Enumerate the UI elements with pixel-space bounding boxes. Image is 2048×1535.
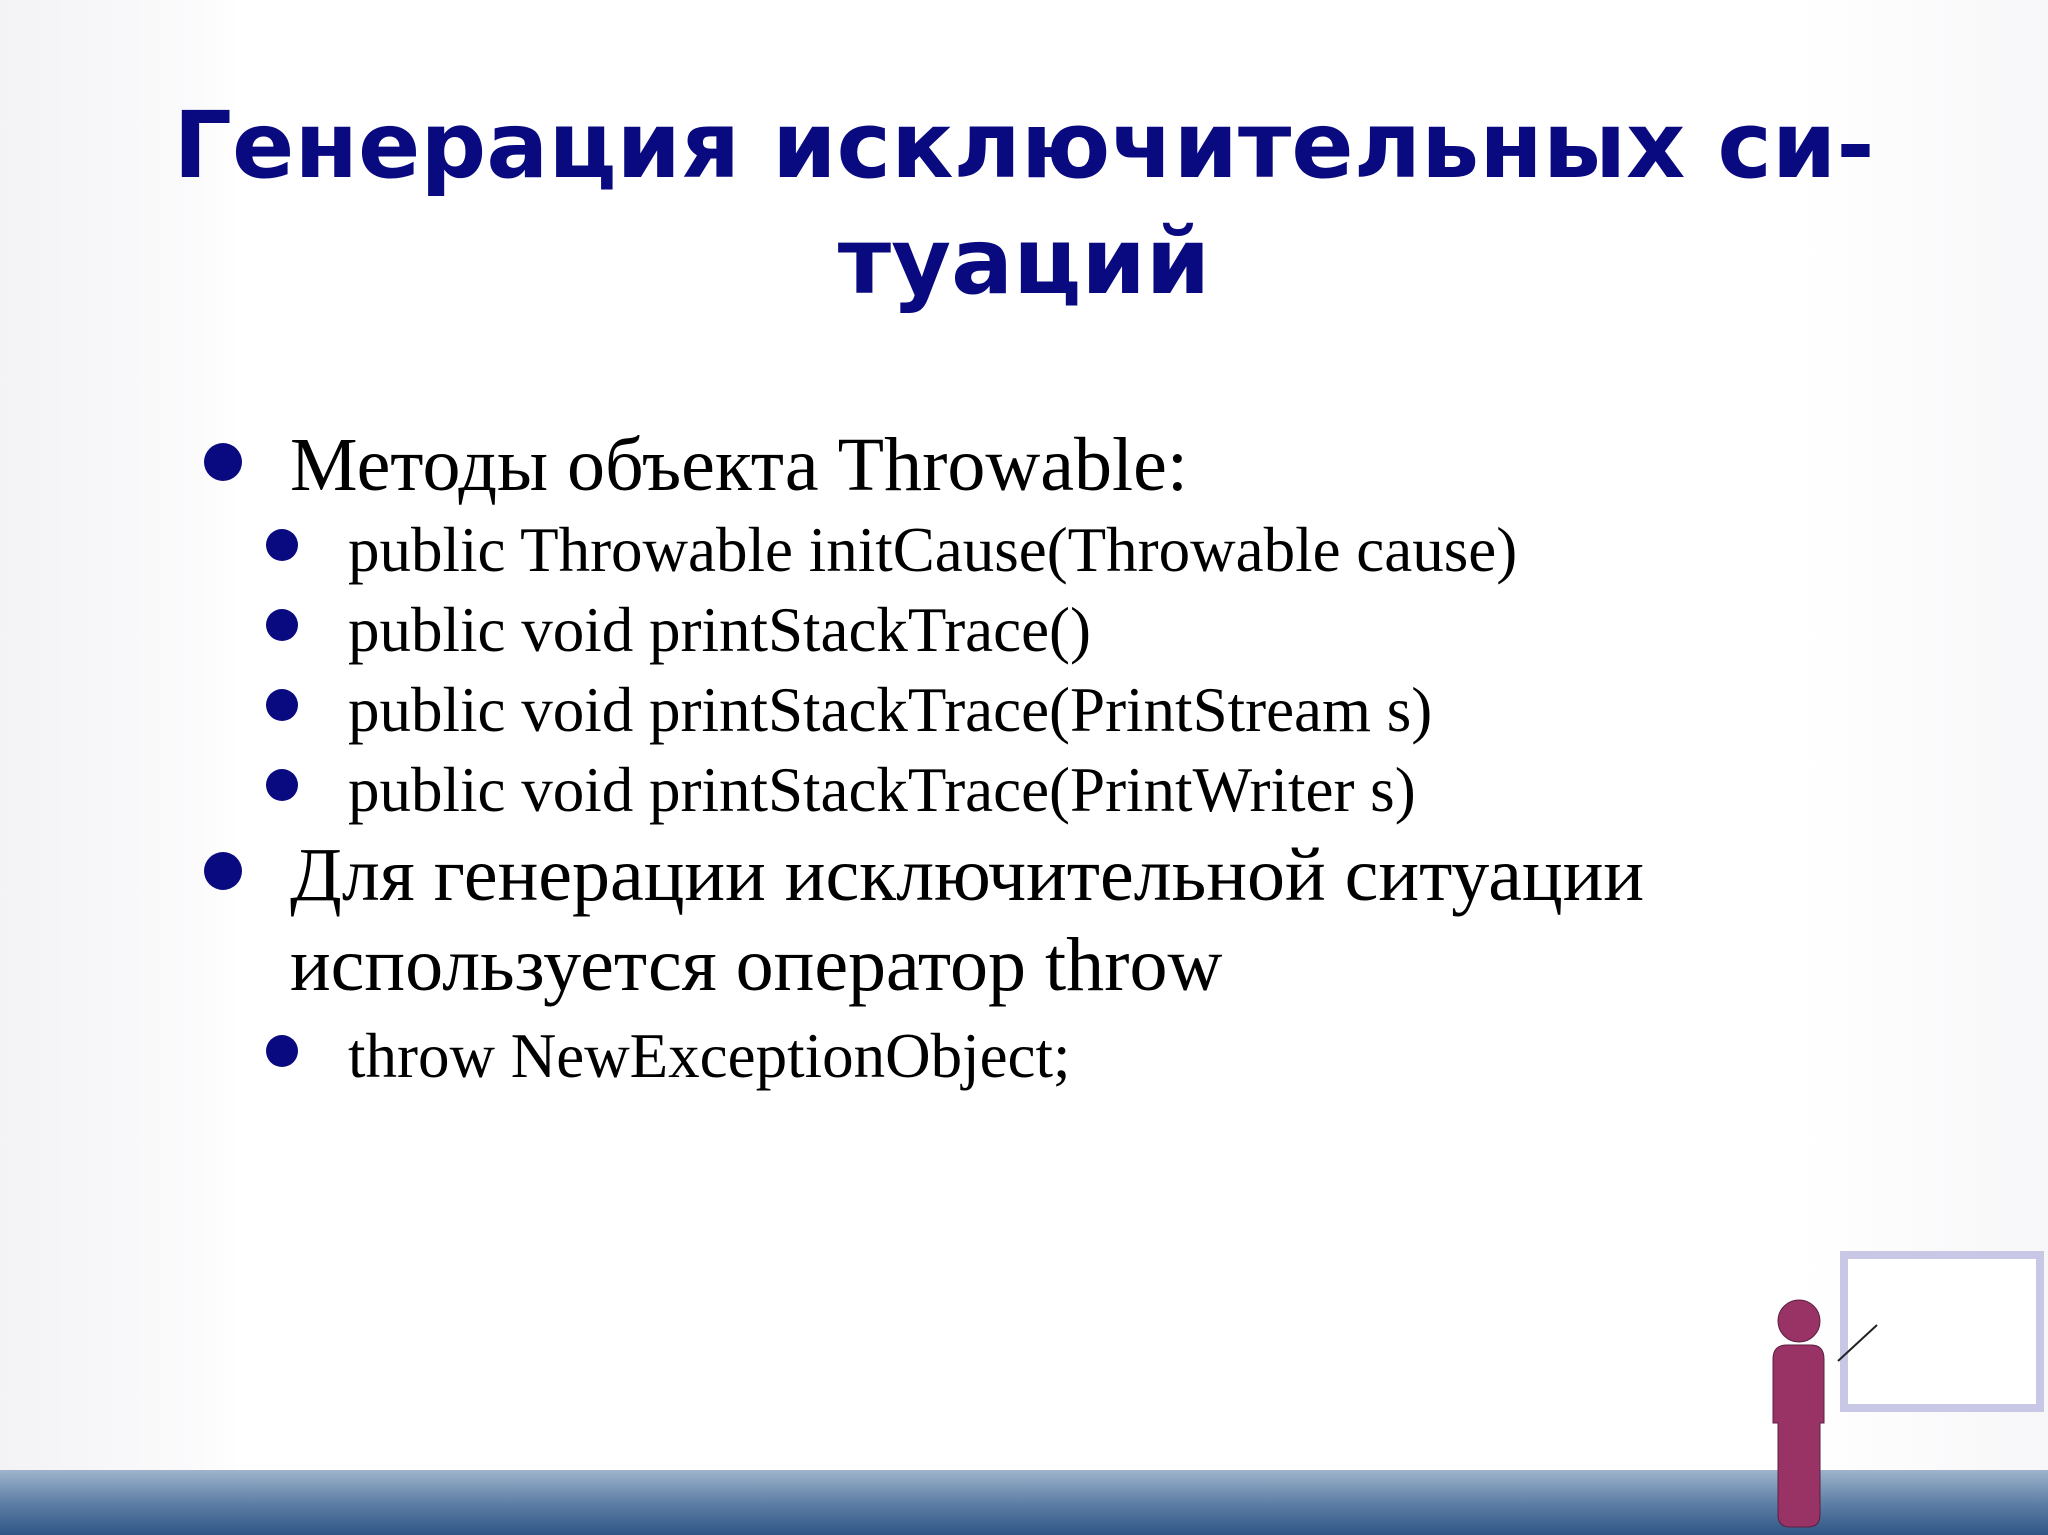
sub-bullet-dot bbox=[266, 689, 298, 721]
bullet-dot bbox=[204, 443, 242, 481]
bullet-text-continuation: используется оператор throw bbox=[290, 923, 1223, 1007]
board bbox=[1844, 1255, 2040, 1408]
sub-bullet-dot bbox=[266, 1035, 298, 1067]
figure-head bbox=[1778, 1300, 1820, 1342]
slide-title-line-1: Генерация исключительных си- bbox=[173, 92, 1875, 199]
sub-bullet-dot bbox=[266, 609, 298, 641]
sub-bullet-text: public void printStackTrace() bbox=[348, 595, 1092, 665]
figure-body bbox=[1773, 1345, 1824, 1527]
slide-title-line-2: туаций bbox=[837, 208, 1211, 315]
sub-bullet-text: public void printStackTrace(PrintStream s) bbox=[348, 675, 1433, 745]
bullet-dot bbox=[204, 852, 242, 890]
sub-bullet-text: throw NewExceptionObject; bbox=[348, 1021, 1071, 1091]
sub-bullet-text: public void printStackTrace(PrintWriter s) bbox=[348, 755, 1416, 825]
sub-bullet-dot bbox=[266, 769, 298, 801]
presenter-with-board-icon bbox=[1740, 1245, 2048, 1535]
bullet-text: Для генерации исключительной ситуации bbox=[290, 833, 1645, 917]
bullet-text: Методы объекта Throwable: bbox=[290, 423, 1188, 507]
sub-bullet-dot bbox=[266, 529, 298, 561]
sub-bullet-text: public Throwable initCause(Throwable cause) bbox=[348, 515, 1518, 585]
